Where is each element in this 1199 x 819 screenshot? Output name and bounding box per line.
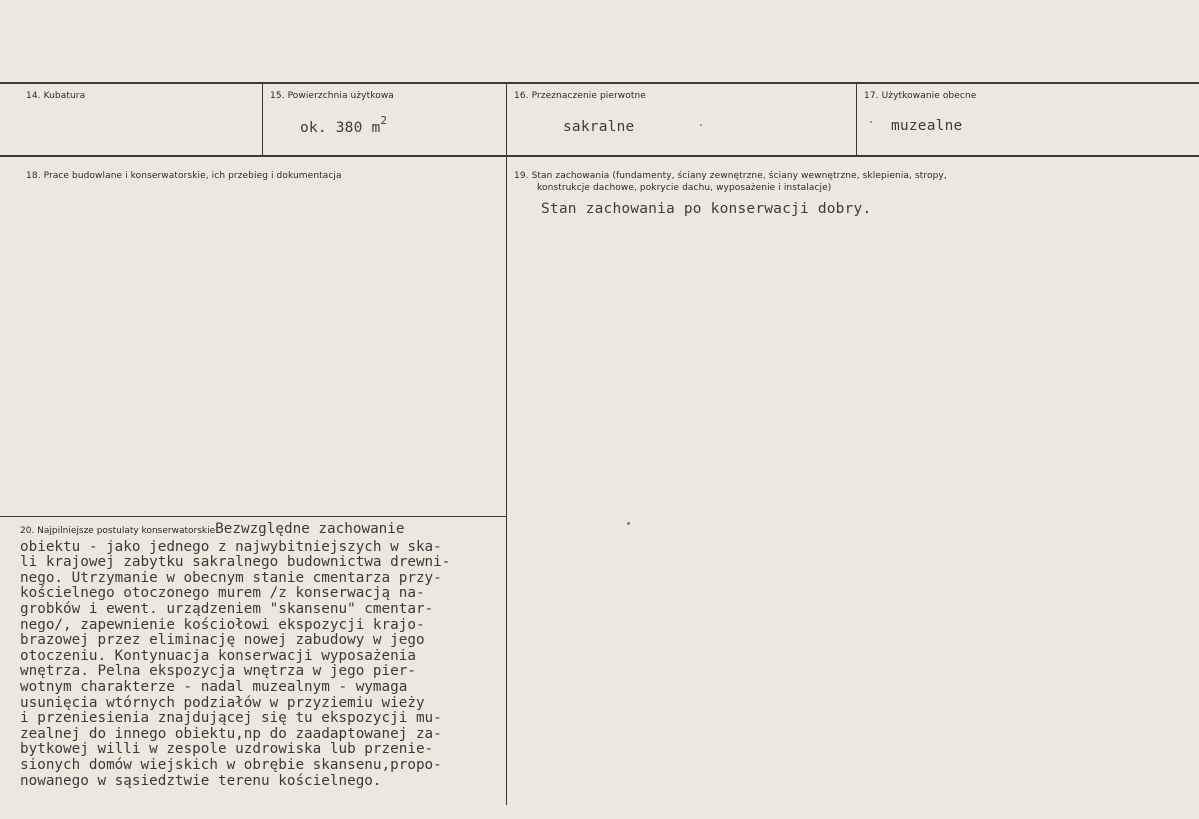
field-20-line: wnętrza. Pelna ekspozycja wnętrza w jego pier- (20, 663, 416, 680)
field-20-line: otoczeniu. Kontynuacja konserwacji wyposażenia (20, 647, 416, 664)
field-20-line: i przeniesienia znajdującej się tu ekspozycji mu- (20, 710, 442, 727)
field-20-line: usunięcia wtórnych podziałów w przyziemiu wieży (20, 694, 425, 711)
field-20-line: nego/, zapewnienie kościołowi ekspozycji krajo- (20, 616, 425, 633)
field-20-line: li krajowej zabytku sakralnego budownictwa drewni- (20, 554, 451, 571)
paper-speck (700, 124, 702, 126)
field-15-value (300, 114, 388, 136)
field-20-line: nowanego w sąsiedztwie terenu kościelnego. (20, 772, 382, 789)
field-15-label: 15. Powierzchnia użytkowa (270, 91, 394, 101)
field-20-label: 20. Najpilniejsze postulaty konserwatorskie (20, 526, 216, 536)
field-20-line: obiektu - jako jednego z najwybitniejszych w ska- (20, 538, 442, 555)
field-16-label: 16. Przeznaczenie pierwotne (514, 91, 646, 101)
paper-speck (627, 522, 630, 525)
field-18-label: 18. Prace budowlane i konserwatorskie, ich przebieg i dokumentacja (26, 171, 342, 181)
field-15-value-text: ok. 380 m (300, 120, 381, 136)
field-20-line: sionych domów wiejskich w obrębie skansenu,propo- (20, 756, 442, 773)
field-16-value: sakralne (563, 119, 635, 135)
field-20-line: wotnym charakterze - nadal muzealnym - wymaga (20, 678, 408, 695)
field-20-text (20, 522, 540, 789)
field-17-value: muzealne (891, 118, 963, 134)
field-20-line: nego. Utrzymanie w obecnym stanie cmentarza przy- (20, 569, 442, 586)
top-border-line (0, 82, 1199, 84)
field-20-line: Bezwzględne zachowanie (215, 521, 405, 537)
field-19-label-line2: konstrukcje dachowe, pokrycie dachu, wyposażenie i instalacje) (537, 183, 832, 193)
row-divider-line (0, 155, 1199, 157)
field-14-label: 14. Kubatura (26, 91, 86, 101)
col-divider-3 (856, 83, 857, 156)
field-19-value: Stan zachowania po konserwacji dobry. (541, 201, 872, 217)
field-20-top-line (0, 516, 507, 517)
field-19-label-line1: 19. Stan zachowania (fundamenty, ściany zewnętrzne, ściany wewnętrzne, sklepienia, stropy, (514, 171, 947, 181)
field-20-line: kościelnego otoczonego murem /z konserwacją na- (20, 585, 425, 602)
paper-speck (870, 121, 872, 123)
field-20-line: brazowej przez eliminację nowej zabudowy w jego (20, 632, 425, 649)
field-20-line: zealnej do innego obiektu,np do zaadaptowanej za- (20, 725, 442, 742)
col-divider-1 (262, 83, 263, 156)
field-20-line: grobków i ewent. urządzeniem "skansenu" cmentar- (20, 600, 434, 617)
field-15-superscript: 2 (380, 114, 388, 127)
field-17-label: 17. Użytkowanie obecne (864, 91, 977, 101)
field-20-line: bytkowej willi w zespole uzdrowiska lub przenie- (20, 741, 434, 758)
